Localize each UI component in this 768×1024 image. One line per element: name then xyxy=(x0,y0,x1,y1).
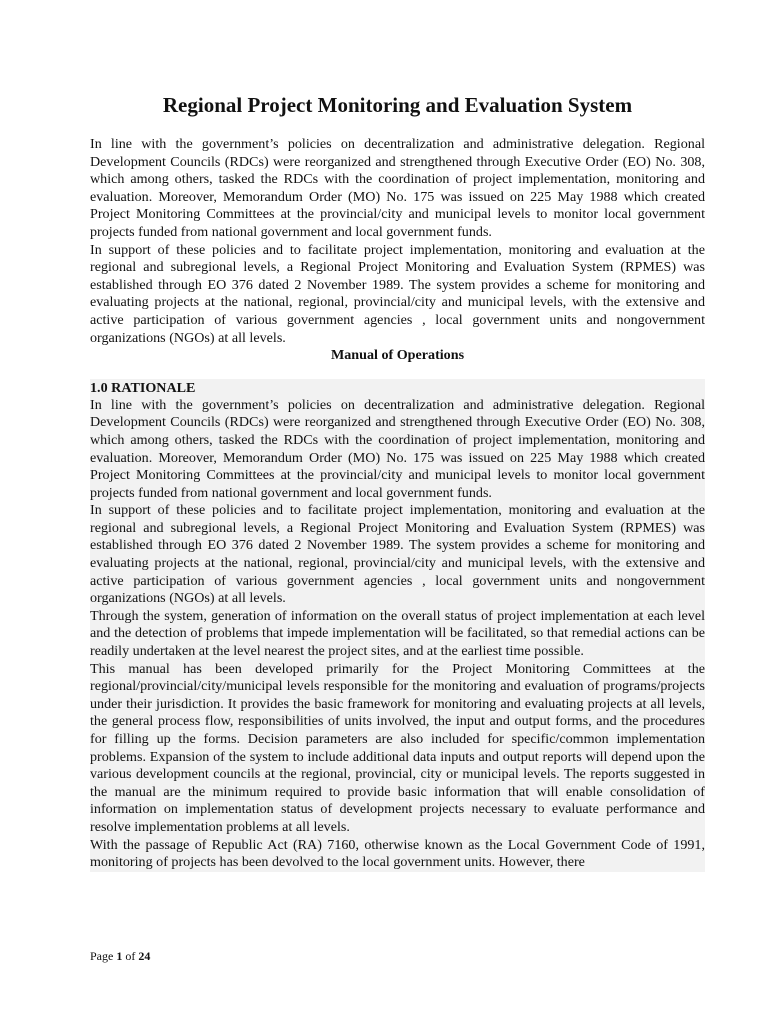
manual-subtitle: Manual of Operations xyxy=(330,347,465,364)
intro-paragraph: In support of these policies and to facilitate project implementation, monitoring and evaluation at the regional and subregional levels, a Regional Project Monitoring and Evaluation System (RPMES) was established through EO 376 dated 2 November 1989. The system provides a scheme for monitoring and evaluating projects at the national, regional, provincial/city and municipal levels, with the extensive and active participation of various government agencies , local government units and nongovernment organizations (NGOs) at all levels. xyxy=(90,241,705,346)
section-paragraph: With the passage of Republic Act (RA) 7160, otherwise known as the Local Government Code of 1991, monitoring of projects has been devolved to the local government units. However, there xyxy=(90,836,705,871)
section-paragraph: This manual has been developed primarily for the Project Monitoring Committees at the regional/provincial/city/municipal levels responsible for the monitoring and evaluation of programs/projects under their jurisdiction. It provides the basic framework for monitoring and evaluating projects at all levels, the general process flow, responsibilities of units involved, the input and output forms, and the procedures for filling up the forms. Decision parameters are also included for specific/common implementation problems. Expansion of the system to include additional data inputs and output reports will depend upon the various development councils at the regional, provincial, city or municipal levels. The reports suggested in the manual are the minimum required to provide basic information that will enable consolidation of information on implementation status of development projects necessary to evaluate performance and resolve implementation problems at all levels. xyxy=(90,660,705,835)
intro-paragraph: In line with the government’s policies on decentralization and administrative delegation. Regional Development Councils (RDCs) were reorganized and strengthened through Executive Order (EO) No. 308, which among others, tasked the RDCs with the coordination of project implementation, monitoring and evaluation. Moreover, Memorandum Order (MO) No. 175 was issued on 225 May 1988 which created Project Monitoring Committees at the provincial/city and municipal levels to monitor local government projects funded from national government and local government funds. xyxy=(90,136,705,240)
section-paragraph: In line with the government’s policies on decentralization and administrative delegation. Regional Development Councils (RDCs) were reorganized and strengthened through Executive Order (EO) No. 308, which among others, tasked the RDCs with the coordination of project implementation, monitoring and evaluation. Moreover, Memorandum Order (MO) No. 175 was issued on 225 May 1988 which created Project Monitoring Committees at the provincial/city and municipal levels to monitor local government projects funded from national government and local government funds. xyxy=(90,396,705,501)
footer-of-word: of xyxy=(125,949,136,963)
page-footer xyxy=(90,949,150,964)
section-heading: 1.0 RATIONALE xyxy=(90,379,196,396)
footer-page-number: 1 xyxy=(116,949,123,963)
section-paragraph: Through the system, generation of information on the overall status of project implementation at each level and the detection of problems that impede implementation will be facilitated, so that remedial actions can be readily undertaken at the level nearest the project sites, and at the earliest time possible. xyxy=(90,607,705,660)
intro-section xyxy=(90,136,705,347)
rationale-section xyxy=(90,379,705,872)
footer-page-word: Page xyxy=(90,949,114,963)
document-page xyxy=(90,92,705,872)
section-paragraph: In support of these policies and to facilitate project implementation, monitoring and evaluation at the regional and subregional levels, a Regional Project Monitoring and Evaluation System (RPMES) was established through EO 376 dated 2 November 1989. The system provides a scheme for monitoring and evaluating projects at the national, regional, provincial/city and municipal levels, with the extensive and active participation of various government agencies , local government units and nongovernment organizations (NGOs) at all levels. xyxy=(90,502,705,607)
footer-total-pages: 24 xyxy=(138,949,151,963)
document-title: Regional Project Monitoring and Evaluation System xyxy=(162,93,633,117)
